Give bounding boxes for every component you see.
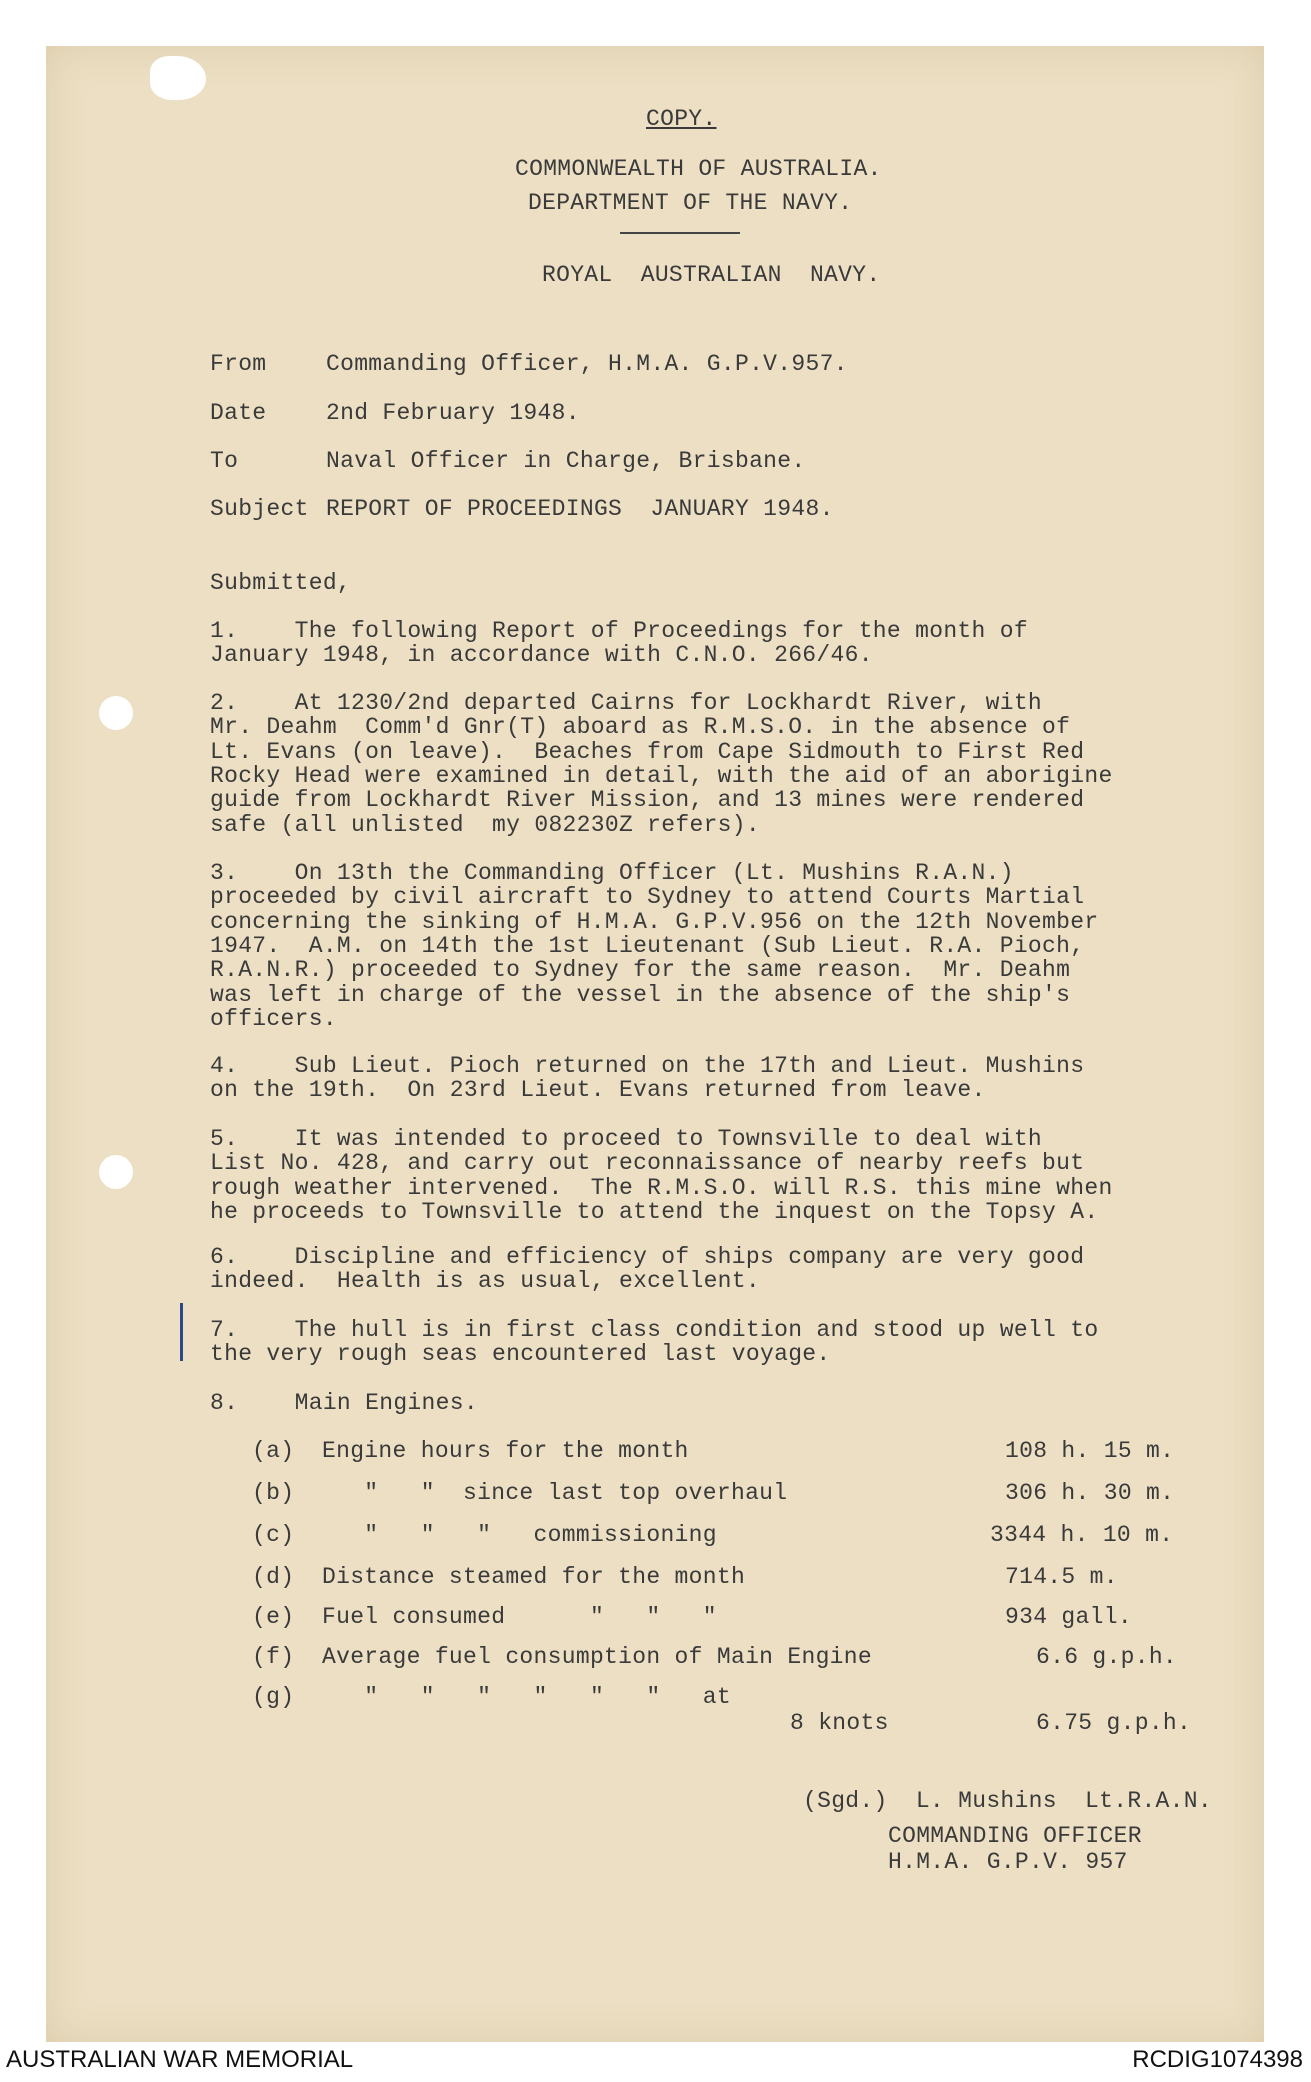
date-value: 2nd February 1948. — [326, 400, 580, 426]
subject-label: Subject — [210, 496, 309, 522]
engine-row-letter: (g) — [252, 1684, 295, 1710]
to-value: Naval Officer in Charge, Brisbane. — [326, 448, 806, 474]
paper-tear — [150, 56, 206, 100]
paragraph-line: Mr. Deahm Comm'd Gnr(T) aboard as R.M.S.O. in the absence of — [210, 714, 1071, 741]
paragraph-line: safe (all unlisted my 082230Z refers). — [210, 811, 760, 838]
engine-row-letter: (d) — [252, 1564, 295, 1590]
paragraph-line: 4. Sub Lieut. Pioch returned on the 17th and Lieut. Mushins — [210, 1053, 1085, 1079]
margin-pen-mark — [180, 1303, 183, 1361]
engine-row-value: 714.5 m. — [1005, 1564, 1118, 1590]
engine-row-value: 108 h. 15 m. — [1005, 1438, 1175, 1464]
paragraph-line: 5. It was intended to proceed to Townsville to deal with — [210, 1126, 1043, 1152]
paragraph-line: the very rough seas encountered last voyage. — [210, 1341, 831, 1368]
heading-department: DEPARTMENT OF THE NAVY. — [528, 190, 853, 216]
paragraph-line: List No. 428, and carry out reconnaissance of nearby reefs but — [210, 1150, 1085, 1177]
engine-row-letter: (a) — [252, 1438, 295, 1464]
paragraph-line: 6. Discipline and efficiency of ships company are very good — [210, 1244, 1085, 1270]
engine-row-letter: (e) — [252, 1604, 295, 1630]
paragraph-line: indeed. Health is as usual, excellent. — [210, 1268, 760, 1295]
engine-row-description: " " " commissioning — [322, 1522, 717, 1548]
paragraph-line: rough weather intervened. The R.M.S.O. will R.S. this mine when — [210, 1174, 1113, 1201]
engine-row-value: 3344 h. 10 m. — [990, 1522, 1174, 1548]
paragraph-line: Lt. Evans (on leave). Beaches from Cape Sidmouth to First Red — [210, 738, 1085, 765]
signature-title: COMMANDING OFFICER — [888, 1823, 1142, 1849]
paragraph-line: R.A.N.R.) proceeded to Sydney for the same reason. Mr. Deahm — [210, 957, 1071, 984]
paragraph-line: January 1948, in accordance with C.N.O. 266/46. — [210, 642, 873, 669]
footer-record-id: RCDIG1074398 — [1132, 2046, 1303, 2073]
to-label: To — [210, 448, 239, 474]
engine-row-letter: (b) — [252, 1480, 295, 1506]
subject-value: REPORT OF PROCEEDINGS JANUARY 1948. — [326, 496, 834, 522]
paragraph-line: 8. Main Engines. — [210, 1390, 478, 1416]
punch-hole — [99, 1155, 133, 1189]
paragraph-line: 1947. A.M. on 14th the 1st Lieutenant (Sub Lieut. R.A. Pioch, — [210, 932, 1085, 959]
engine-row-value: 6.6 g.p.h. — [1036, 1644, 1178, 1670]
signature-vessel: H.M.A. G.P.V. 957 — [888, 1849, 1128, 1875]
paragraph-line: 1. The following Report of Proceedings for the month of — [210, 618, 1028, 644]
copy-heading: COPY. — [646, 106, 717, 132]
engine-row-value: 6.75 g.p.h. — [1036, 1710, 1192, 1736]
date-label: Date — [210, 400, 267, 426]
paragraph-line: 3. On 13th the Commanding Officer (Lt. Mushins R.A.N.) — [210, 860, 1014, 886]
heading-commonwealth: COMMONWEALTH OF AUSTRALIA. — [515, 156, 882, 182]
from-value: Commanding Officer, H.M.A. G.P.V.957. — [326, 351, 848, 377]
heading-ran: ROYAL AUSTRALIAN NAVY. — [542, 262, 881, 288]
engine-row-description: Average fuel consumption of Main Engine — [322, 1644, 872, 1670]
engine-row-description-extra: 8 knots — [790, 1710, 889, 1736]
engine-row-description: Engine hours for the month — [322, 1438, 689, 1464]
paragraph-line: guide from Lockhardt River Mission, and 13 mines were rendered — [210, 787, 1085, 814]
engine-row-description: " " since last top overhaul — [322, 1480, 788, 1506]
engine-row-description: Fuel consumed " " " — [322, 1604, 717, 1630]
paragraph-line: he proceeds to Townsville to attend the inquest on the Topsy A. — [210, 1198, 1099, 1225]
paragraph-line: 2. At 1230/2nd departed Cairns for Lockhardt River, with — [210, 690, 1043, 716]
submitted-text: Submitted, — [210, 570, 352, 596]
paragraph-line: on the 19th. On 23rd Lieut. Evans returned from leave. — [210, 1077, 986, 1104]
punch-hole — [99, 696, 133, 730]
paragraph-line: proceeded by civil aircraft to Sydney to attend Courts Martial — [210, 884, 1085, 911]
paragraph-line: 7. The hull is in first class condition and stood up well to — [210, 1317, 1099, 1343]
document-paper — [46, 46, 1264, 2042]
engine-row-letter: (c) — [252, 1522, 295, 1548]
footer-archive-name: AUSTRALIAN WAR MEMORIAL — [6, 2046, 354, 2073]
paragraph-line: officers. — [210, 1005, 337, 1032]
heading-rule — [620, 232, 740, 234]
engine-row-description: Distance steamed for the month — [322, 1564, 746, 1590]
engine-row-value: 306 h. 30 m. — [1005, 1480, 1175, 1506]
paragraph-line: concerning the sinking of H.M.A. G.P.V.956 on the 12th November — [210, 908, 1099, 935]
paragraph-line: was left in charge of the vessel in the absence of the ship's — [210, 981, 1071, 1008]
engine-row-letter: (f) — [252, 1644, 295, 1670]
paragraph-line: Rocky Head were examined in detail, with the aid of an aborigine — [210, 762, 1113, 789]
engine-row-value: 934 gall. — [1005, 1604, 1132, 1630]
signature-line: (Sgd.) L. Mushins Lt.R.A.N. — [803, 1788, 1212, 1814]
from-label: From — [210, 351, 267, 377]
engine-row-description: " " " " " " at — [322, 1684, 731, 1710]
